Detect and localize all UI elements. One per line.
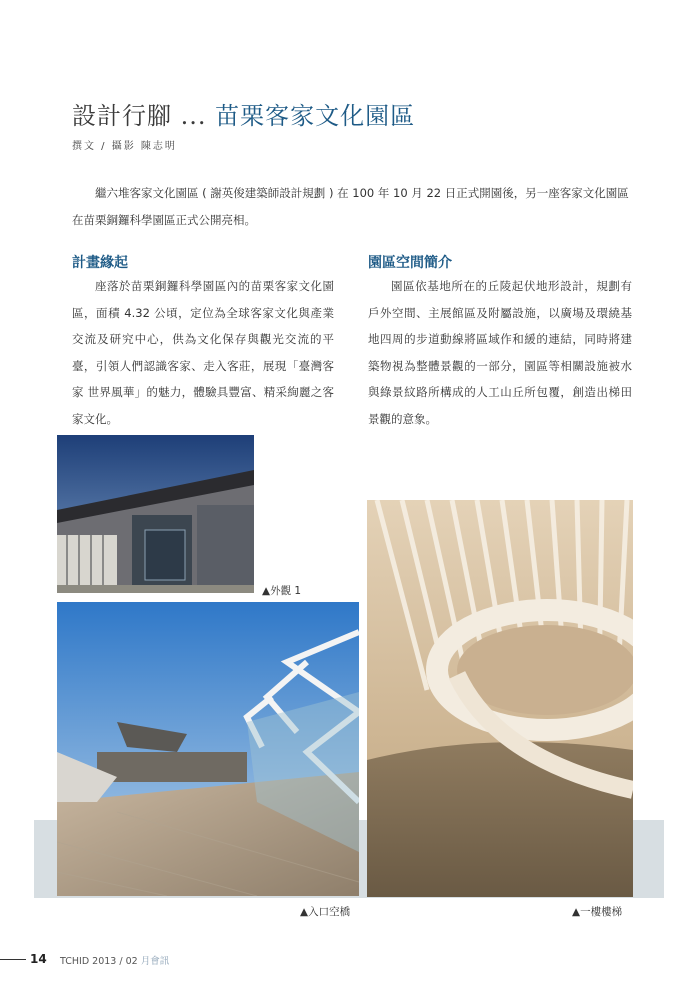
photo-entrance-bridge <box>57 602 359 896</box>
section-text-space: 園區依基地所在的丘陵起伏地形設計，規劃有戶外空間、主展館區及附屬設施，以廣場及環繞基地四周的步道動線將區域作和緩的連結，同時將建築物視為整體景觀的一部分，園區等相關設施被水與綠景紋路所構成的人工山丘所包覆，創造出梯田景觀的意象。 <box>368 279 632 426</box>
caption-exterior: ▲外觀 1 <box>262 585 302 597</box>
publication-info <box>60 953 169 967</box>
publication-issue: TCHID 2013 / 02 <box>60 956 138 967</box>
caption-bridge: ▲入口空橋 <box>300 906 351 918</box>
caption-stair: ▲一樓樓梯 <box>572 906 623 918</box>
section-text-origin: 座落於苗栗銅鑼科學園區內的苗栗客家文化園區，面積 4.32 公頃，定位為全球客家文化與產業交流及研究中心，供為文化保存與觀光交流的平臺，引領人們認識客家、走入客莊，展現「臺灣客家 世界風華」的魅力，體驗具豐富、精采絢麗之客家文化。 <box>72 279 334 426</box>
intro-text: 繼六堆客家文化園區 ( 謝英俊建築師設計規劃 ) 在 100 年 10 月 22 日正式開園後，另一座客家文化園區在苗栗銅鑼科學園區正式公開亮相。 <box>72 186 629 227</box>
section-heading-origin: 計畫緣起 <box>72 255 128 271</box>
page-number: 14 <box>30 952 47 966</box>
publication-name: 月會訊 <box>140 956 170 967</box>
photo-stair <box>367 500 633 897</box>
title-prefix: 設計行腳 ... <box>72 102 207 130</box>
section-heading-space: 園區空間簡介 <box>368 255 452 271</box>
section-body-origin <box>72 273 334 432</box>
intro-paragraph <box>72 180 632 234</box>
byline: 撰文 / 攝影 陳志明 <box>72 141 177 152</box>
footer-rule <box>0 959 26 960</box>
photo-exterior <box>57 435 254 593</box>
section-body-space <box>368 273 632 432</box>
article-title <box>72 96 415 131</box>
title-main: 苗栗客家文化園區 <box>215 102 416 130</box>
